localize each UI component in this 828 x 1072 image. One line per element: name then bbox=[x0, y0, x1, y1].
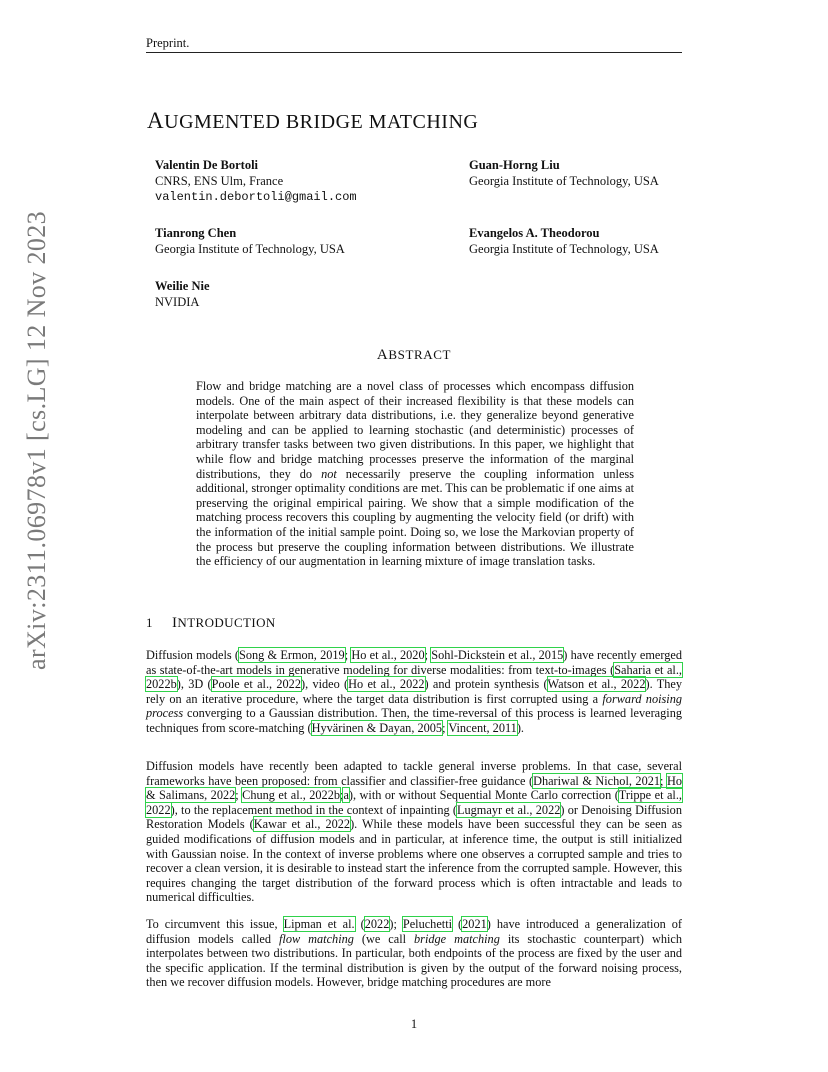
citation-link[interactable]: Trippe et al., 2022 bbox=[146, 788, 682, 817]
abstract-body bbox=[196, 379, 634, 569]
text-run: ) and protein synthesis ( bbox=[424, 677, 548, 692]
text-run: ; bbox=[235, 788, 243, 803]
author-name: Evangelos A. Theodorou bbox=[469, 226, 600, 240]
title-initial: A bbox=[147, 108, 165, 133]
section-heading-introduction bbox=[146, 615, 276, 632]
intro-paragraph-1 bbox=[146, 648, 682, 736]
citation-link[interactable]: Hyvärinen & Dayan, 2005 bbox=[311, 720, 443, 735]
emphasis: flow matching bbox=[278, 931, 354, 946]
running-header: Preprint. bbox=[146, 36, 190, 50]
text-run: ). They rely on an iterative procedure, where the target data distribution is first corrupted using a bbox=[146, 677, 682, 706]
citation-link[interactable]: 2022 bbox=[364, 917, 390, 931]
citation-link[interactable]: Kawar et al., 2022 bbox=[253, 817, 351, 832]
text-run: ); bbox=[389, 917, 403, 931]
author-email[interactable]: valentin.debortoli@gmail.com bbox=[155, 190, 357, 204]
arxiv-stamp-text: arXiv:2311.06978v1 [cs.LG] 12 Nov 2023 bbox=[22, 210, 51, 670]
emphasis: bridge matching bbox=[414, 931, 500, 946]
abstract-heading bbox=[0, 347, 828, 364]
citation-link[interactable]: Watson et al., 2022 bbox=[547, 677, 646, 692]
author-block-5 bbox=[155, 278, 210, 310]
text-run: ) have recently emerged as state-of-the-art models in generative modeling for diverse modalities: from text-to-images ( bbox=[146, 648, 682, 677]
author-block-2 bbox=[469, 157, 659, 189]
header-rule bbox=[146, 52, 682, 53]
citation-link[interactable]: Saharia et al., 2022b bbox=[146, 662, 682, 692]
citation-link[interactable]: a bbox=[343, 788, 349, 803]
author-affiliation: NVIDIA bbox=[155, 295, 200, 309]
author-name: Valentin De Bortoli bbox=[155, 158, 259, 172]
text-run: ), 3D ( bbox=[176, 677, 212, 692]
text-run: ) have introduced a generalization of diffusion models called bbox=[146, 917, 682, 946]
text-run: ). While these models have been successful they can be seen as guided modifications of diffusion models and in particular, at inference time, the output is still initialized with Gaussian noise. In the context of inverse problems where one observes a corrupted sample and tries to recover a clean version, it is desirable to instead start the inference from the corrupted sample. However, this requires changing the target distribution of the forward process which is often intractable and leads to numerical difficulties. bbox=[146, 817, 683, 905]
citation-link[interactable]: Ho et al., 2020 bbox=[351, 648, 425, 662]
section-number: 1 bbox=[146, 615, 153, 630]
citation-link[interactable]: Lipman et al. bbox=[283, 917, 355, 931]
arxiv-stamp bbox=[22, 210, 51, 682]
abstract-text: necessarily preserve the coupling information unless additional, stronger optimality conditions are met. This can be problematic if one aims at preserving the original empirical pairing. We show that a simple modification of the matching process recovers this coupling by augmenting the velocity field (or drift) with the information of the initial sample point. Doing so, we lose the Markovian property of the process but preserve the coupling information between distributions. We illustrate the efficiency of our augmentation in learning mixture of image translation tasks. bbox=[196, 466, 634, 569]
abstract-emphasis: not bbox=[321, 466, 337, 481]
author-block-4 bbox=[469, 225, 659, 257]
author-block-3 bbox=[155, 225, 345, 257]
citation-link[interactable]: Sohl-Dickstein et al., 2015 bbox=[431, 648, 564, 662]
citation-link[interactable]: Vincent, 2011 bbox=[448, 720, 517, 735]
emphasis: forward noising process bbox=[146, 691, 683, 721]
intro-paragraph-3 bbox=[146, 917, 682, 990]
text-run: ; bbox=[660, 773, 667, 788]
intro-paragraph-2 bbox=[146, 759, 682, 905]
author-affiliation: Georgia Institute of Technology, USA bbox=[469, 242, 659, 256]
abstract-text: Flow and bridge matching are a novel class of processes which encompass diffusion models. One of the main aspect of their increased flexibility is that these models can interpolate between arbitrary data distributions, i.e. they generalize beyond generative modeling and can be applied to learning stochastic (and deterministic) processes of arbitrary transfer tasks between two given distributions. In this paper, we highlight that while flow and bridge matching processes preserve the information of the marginal distributions, they do bbox=[196, 379, 634, 481]
page-number: 1 bbox=[410, 1017, 418, 1031]
text-run: ; bbox=[344, 648, 352, 662]
text-run: ; bbox=[442, 720, 449, 735]
citation-link[interactable]: Ho et al., 2022 bbox=[348, 677, 425, 692]
text-run: Diffusion models have recently been adapted to tackle general inverse problems. In that case, several frameworks have been proposed: from classifier and classifier-free guidance ( bbox=[146, 759, 682, 788]
author-affiliation: CNRS, ENS Ulm, France bbox=[155, 174, 284, 188]
citation-link[interactable]: 2021 bbox=[462, 917, 487, 931]
author-name: Guan-Horng Liu bbox=[469, 158, 560, 172]
text-run: ) or Denoising Diffusion Restoration Models ( bbox=[146, 802, 682, 832]
text-run: (we call bbox=[353, 931, 415, 946]
text-run: ), to the replacement method in the context of inpainting ( bbox=[170, 802, 457, 817]
citation-link[interactable]: Lugmayr et al., 2022 bbox=[457, 802, 561, 817]
section-title-rest: NTRODUCTION bbox=[177, 615, 276, 630]
text-run: ( bbox=[452, 917, 463, 931]
text-run: its stochastic counterpart) which interpolates between two distributions. In particular, both endpoints of the process are fixed by the user and the specific application. If the terminal distribution is given by the output of the forward noising process, then we recover diffusion models. However, bridge matching procedures are more bbox=[146, 931, 682, 990]
text-run: ( bbox=[354, 917, 365, 931]
citation-link[interactable]: Ho & Salimans, 2022 bbox=[146, 773, 682, 803]
author-affiliation: Georgia Institute of Technology, USA bbox=[469, 174, 659, 188]
citation-link[interactable]: Dhariwal & Nichol, 2021 bbox=[533, 773, 661, 788]
citation-link[interactable]: Chung et al., 2022b bbox=[242, 788, 341, 803]
author-block-1 bbox=[155, 157, 357, 205]
author-affiliation: Georgia Institute of Technology, USA bbox=[155, 242, 345, 256]
text-run: converging to a Gaussian distribution. Then, the time-reversal of this process is learned leveraging techniques from score-matching ( bbox=[146, 706, 682, 735]
text-run: ), with or without Sequential Monte Carlo correction ( bbox=[348, 788, 619, 803]
section-title-initial: I bbox=[172, 615, 178, 631]
author-name: Weilie Nie bbox=[155, 279, 210, 293]
citation-link[interactable]: Poole et al., 2022 bbox=[211, 677, 301, 692]
text-run: To circumvent this issue, bbox=[146, 917, 284, 931]
text-run: ; bbox=[340, 788, 344, 803]
citation-link[interactable]: Peluchetti bbox=[402, 917, 453, 931]
text-run: ), video ( bbox=[300, 677, 349, 692]
paper-title bbox=[147, 108, 478, 134]
text-run: Diffusion models ( bbox=[146, 648, 240, 662]
abstract-heading-rest: BSTRACT bbox=[388, 347, 452, 362]
citation-link[interactable]: Song & Ermon, 2019 bbox=[239, 648, 345, 662]
author-name: Tianrong Chen bbox=[155, 226, 237, 240]
text-run: ; bbox=[424, 648, 432, 662]
text-run: ). bbox=[516, 720, 524, 735]
abstract-heading-initial: A bbox=[376, 347, 389, 363]
title-rest: UGMENTED BRIDGE MATCHING bbox=[164, 111, 479, 133]
